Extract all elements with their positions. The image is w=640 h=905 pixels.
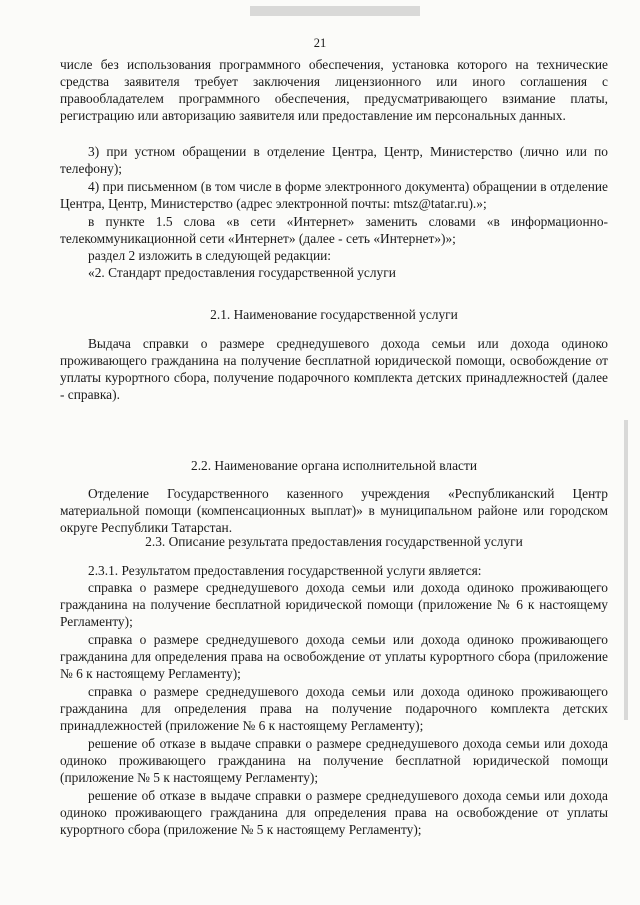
section-2-3-lead: 2.3.1. Результатом предоставления государственной услуги является: <box>88 563 482 578</box>
section-2-1-heading: 2.1. Наименование государственной услуги <box>210 307 458 322</box>
section-2-2-heading: 2.2. Наименование органа исполнительной власти <box>191 458 477 473</box>
section-2-3-heading: 2.3. Описание результата предоставления государственной услуги <box>145 534 523 549</box>
section-2-2-text: Отделение Государственного казенного учреждения «Республиканский Центр материальной помощи (компенсационных выплат)» в муниципальном районе или городском округе Республики Татарстан. <box>60 486 608 535</box>
intro-clause-1-5: в пункте 1.5 слова «в сети «Интернет» заменить словами «в информационно-телекоммуникационной сети «Интернет» (далее - сеть «Интернет»)»; <box>60 214 608 246</box>
result-item: справка о размере среднедушевого дохода семьи или дохода одиноко проживающего гражданина для определения права на освобождение от уплаты курортного сбора (приложение № 6 к настоящему Регламенту); <box>60 632 608 681</box>
intro-item-4: 4) при письменном (в том числе в форме электронного документа) обращении в отделение Центра, Центр, Министерство (адрес электронной почты: mtsz@tatar.ru).»; <box>60 179 608 211</box>
section-2-1-text: Выдача справки о размере среднедушевого дохода семьи или дохода одиноко проживающего гражданина на получение бесплатной юридической помощи, освобождение от уплаты курортного сбора, получение подарочного комплекта детских принадлежностей (далее - справка). <box>60 336 608 402</box>
scan-noise-right-edge <box>624 420 628 720</box>
result-item: справка о размере среднедушевого дохода семьи или дохода одиноко проживающего гражданина на получение бесплатной юридической помощи (приложение № 6 к настоящему Регламенту); <box>60 580 608 629</box>
scan-noise-top <box>250 6 420 16</box>
intro-paragraph-1: числе без использования программного обеспечения, установка которого на технические средства заявителя требует заключения лицензионного или иного соглашения с правообладателем программного обеспечения, предусматривающего взимание платы, регистрацию или авторизацию заявителя или предоставление им персональных данных. <box>60 57 608 123</box>
section-2-title: «2. Стандарт предоставления государственной услуги <box>88 265 396 280</box>
result-item: справка о размере среднедушевого дохода семьи или дохода одиноко проживающего гражданина для определения права на получение подарочного комплекта детских принадлежностей (приложение № 6 к настоящему Регламенту); <box>60 684 608 733</box>
intro-item-3: 3) при устном обращении в отделение Центра, Центр, Министерство (лично или по телефону); <box>60 144 608 176</box>
result-item: решение об отказе в выдаче справки о размере среднедушевого дохода семьи или дохода одиноко проживающего гражданина для определения права на освобождение от уплаты курортного сбора (приложение № 5 к настоящему Регламенту); <box>60 788 608 837</box>
result-item: решение об отказе в выдаче справки о размере среднедушевого дохода семьи или дохода одиноко проживающего гражданина на получение бесплатной юридической помощи (приложение № 5 к настоящему Регламенту); <box>60 736 608 785</box>
page-number: 21 <box>313 36 327 50</box>
intro-section-2-note: раздел 2 изложить в следующей редакции: <box>88 248 332 263</box>
